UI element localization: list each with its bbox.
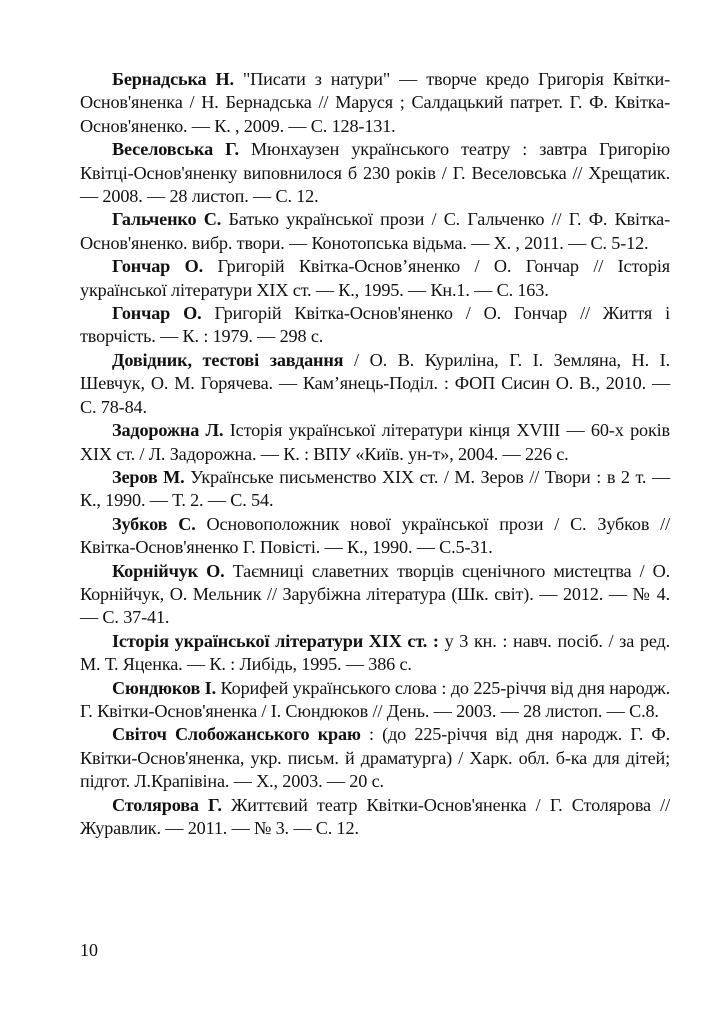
bibliography-entry — [80, 68, 670, 138]
entry-author: Зеров М. — [112, 466, 185, 487]
entry-author: Гончар О. — [112, 303, 202, 324]
entry-text: Таємниці славетних творців сценічного мистецтва / О. Корнійчук, О. Мельник // Зарубіжна література (Шк. світ). — 2012. — № 4. — С. 37-41. — [80, 560, 670, 628]
bibliography-entry — [80, 723, 670, 793]
entry-author: Веселовська Г. — [112, 139, 239, 160]
bibliography-entry — [80, 466, 670, 513]
bibliography-entry — [80, 208, 670, 255]
entry-author: Сюндюков І. — [112, 677, 216, 698]
entry-text: Григорій Квітка-Основ’яненко / О. Гончар // Історія української літератури ХІХ ст. — К., 1995. — Кн.1. — С. 163. — [80, 256, 671, 300]
bibliography-entry — [80, 560, 670, 630]
bibliography-entry — [80, 677, 670, 724]
bibliography-entry — [80, 513, 670, 560]
bibliography-entry — [80, 138, 670, 208]
entry-author: Довідник, тестові завдання — [112, 349, 344, 370]
entry-author: Світоч Слобожанського краю — [112, 724, 361, 745]
entry-text: Батько української прози / С. Гальченко // Г. Ф. Квітка-Основ'яненко. вибр. твори. — Конотопська відьма. — Х. , 2011. — С. 5-12. — [80, 209, 670, 253]
entry-author: Гальченко С. — [112, 209, 222, 230]
entry-author: Столярова Г. — [112, 794, 222, 815]
bibliography-entry — [80, 349, 670, 419]
entry-text: Життєвий театр Квітки-Основ'яненка / Г. Столярова // Журавлик. — 2011. — № 3. — С. 12. — [80, 794, 670, 838]
entry-text: Корифей українського слова : до 225-річчя від дня народж. Г. Квітки-Основ'яненка / І. Сюндюков // День. — 2003. — 28 листоп. — С.8. — [80, 677, 670, 721]
bibliography-entry — [80, 255, 670, 302]
entry-text: Українське письменство ХІХ ст. / М. Зеров // Твори : в 2 т. — К., 1990. — Т. 2. — С. 54. — [80, 466, 671, 511]
entry-text: Основоположник нової української прози / С. Зубков // Квітка-Основ'яненко Г. Повісті. — К., 1990. — С.5-31. — [80, 513, 670, 558]
bibliography-entry — [80, 630, 670, 677]
bibliography-entry — [80, 302, 670, 349]
bibliography-entry — [80, 419, 670, 466]
entry-text: у 3 кн. : навч. посіб. / за ред. М. Т. Яценка. — К. : Либідь, 1995. — 386 с. — [80, 630, 670, 675]
entry-text: Історія української літератури кінця XVIII — 60-х років XIX ст. / Л. Задорожна. — К. : ВПУ «Київ. ун-т», 2004. — 226 с. — [80, 420, 670, 464]
entry-author: Гончар О. — [112, 256, 203, 277]
entry-text: Мюнхаузен українського театру : завтра Григорію Квітці-Основ'яненку виповнилося б 230 років / Г. Веселовська // Хрещатик. — 2008. — 28 листоп. — С. 12. — [80, 139, 670, 207]
entry-author: Корнійчук О. — [112, 560, 225, 581]
entry-text: : (до 225-річчя від дня народж. Г. Ф. Квітки-Основ'яненка, укр. письм. й драматурга) / Харк. обл. б-ка для дітей; підгот. Л.Крапівіна. — Х., 2003. — 20 с. — [80, 724, 670, 792]
entry-text: / О. В. Куриліна, Г. І. Земляна, Н. І. Шевчук, О. М. Горячева. — Кам’янець-Поділ. : ФОП Сисин О. В., 2010. — С. 78-84. — [80, 349, 670, 417]
entry-author: Бернадська Н. — [112, 69, 234, 89]
entry-text: Григорій Квітка-Основ'яненко / О. Гончар // Життя і творчість. — К. : 1979. — 298 с. — [80, 303, 671, 347]
entry-author: Зубков С. — [112, 513, 196, 534]
bibliography-entry — [80, 794, 670, 841]
page-number: 10 — [80, 940, 98, 960]
bibliography-list — [80, 68, 670, 840]
entry-text: "Писати з натури" — творче кредо Григорія Квітки-Основ'яненка / Н. Бернадська // Маруся ; Салдацький патрет. Г. Ф. Квітка-Основ'яненко. — К. , 2009. — С. 128-131. — [80, 69, 670, 136]
entry-author: Історія української літератури ХІХ ст. : — [112, 630, 439, 651]
entry-author: Задорожна Л. — [112, 420, 224, 441]
